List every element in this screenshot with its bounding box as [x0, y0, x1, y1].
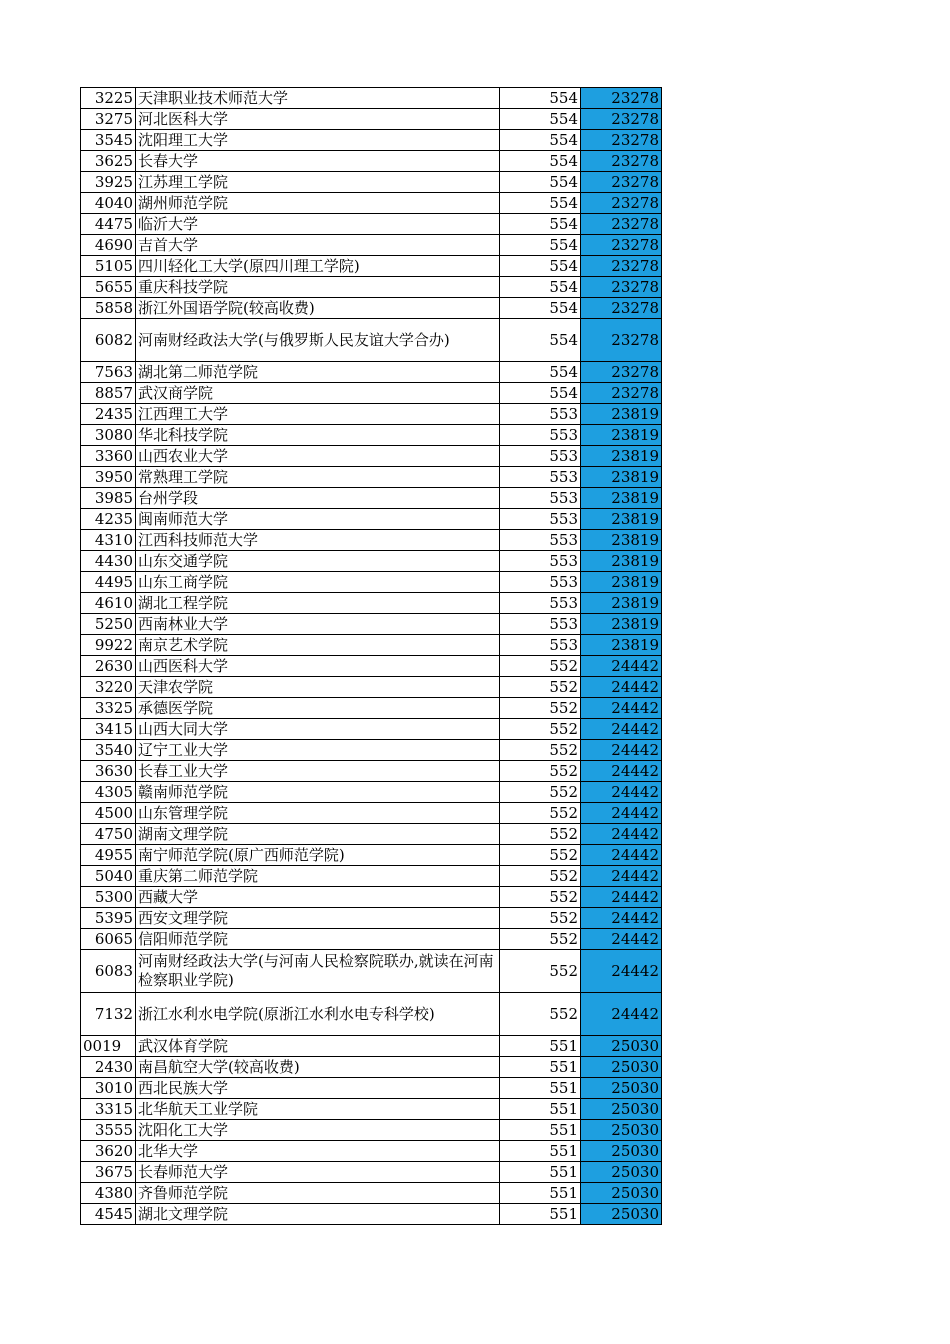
score-cell: 553 [500, 614, 581, 635]
school-name-cell: 武汉商学院 [136, 383, 500, 404]
table-row [81, 1162, 662, 1183]
school-name-cell: 西藏大学 [136, 887, 500, 908]
rank-cell: 23819 [581, 488, 662, 509]
code-cell: 4750 [81, 824, 136, 845]
rank-cell: 24442 [581, 845, 662, 866]
score-cell: 554 [500, 277, 581, 298]
code-cell: 4690 [81, 235, 136, 256]
rank-cell: 25030 [581, 1120, 662, 1141]
school-name-cell: 临沂大学 [136, 214, 500, 235]
school-name-cell: 江苏理工学院 [136, 172, 500, 193]
table-row [81, 551, 662, 572]
rank-cell: 25030 [581, 1036, 662, 1057]
code-cell: 5250 [81, 614, 136, 635]
score-cell: 551 [500, 1204, 581, 1225]
score-cell: 552 [500, 887, 581, 908]
school-name-cell: 湖北文理学院 [136, 1204, 500, 1225]
score-cell: 553 [500, 530, 581, 551]
score-cell: 553 [500, 551, 581, 572]
school-name-cell: 南昌航空大学(较高收费) [136, 1057, 500, 1078]
score-cell: 554 [500, 383, 581, 404]
school-name-cell: 湖北第二师范学院 [136, 362, 500, 383]
rank-cell: 23278 [581, 256, 662, 277]
score-cell: 552 [500, 761, 581, 782]
table-row [81, 719, 662, 740]
score-cell: 554 [500, 172, 581, 193]
table-row [81, 572, 662, 593]
school-name-cell: 山东管理学院 [136, 803, 500, 824]
rank-cell: 23278 [581, 383, 662, 404]
code-cell: 4305 [81, 782, 136, 803]
score-cell: 552 [500, 993, 581, 1036]
rank-cell: 24442 [581, 824, 662, 845]
table-row [81, 1120, 662, 1141]
rank-cell: 23278 [581, 298, 662, 319]
rank-cell: 23278 [581, 151, 662, 172]
score-cell: 552 [500, 803, 581, 824]
school-name-cell: 承德医学院 [136, 698, 500, 719]
table-row [81, 319, 662, 362]
code-cell: 4475 [81, 214, 136, 235]
rank-cell: 23819 [581, 509, 662, 530]
score-cell: 553 [500, 425, 581, 446]
school-name-cell: 北华航天工业学院 [136, 1099, 500, 1120]
rank-cell: 23278 [581, 319, 662, 362]
score-cell: 554 [500, 151, 581, 172]
rank-cell: 25030 [581, 1099, 662, 1120]
score-cell: 553 [500, 404, 581, 425]
score-cell: 552 [500, 866, 581, 887]
code-cell: 4430 [81, 551, 136, 572]
code-cell: 3675 [81, 1162, 136, 1183]
score-cell: 553 [500, 593, 581, 614]
code-cell: 3540 [81, 740, 136, 761]
table-row [81, 803, 662, 824]
score-cell: 554 [500, 193, 581, 214]
rank-cell: 25030 [581, 1141, 662, 1162]
table-row [81, 277, 662, 298]
table-row [81, 109, 662, 130]
code-cell: 2435 [81, 404, 136, 425]
table-row [81, 845, 662, 866]
table-row [81, 993, 662, 1036]
school-name-cell: 河南财经政法大学(与河南人民检察院联办,就读在河南检察职业学院) [136, 950, 500, 993]
table-row [81, 1141, 662, 1162]
score-cell: 553 [500, 446, 581, 467]
school-name-cell: 长春师范大学 [136, 1162, 500, 1183]
table-row [81, 1036, 662, 1057]
rank-cell: 23819 [581, 614, 662, 635]
table-row [81, 698, 662, 719]
score-cell: 554 [500, 298, 581, 319]
school-name-cell: 辽宁工业大学 [136, 740, 500, 761]
rank-cell: 25030 [581, 1183, 662, 1204]
school-name-cell: 重庆第二师范学院 [136, 866, 500, 887]
school-name-cell: 西北民族大学 [136, 1078, 500, 1099]
table-row [81, 1204, 662, 1225]
score-cell: 553 [500, 635, 581, 656]
code-cell: 3950 [81, 467, 136, 488]
code-cell: 3275 [81, 109, 136, 130]
rank-cell: 23819 [581, 593, 662, 614]
rank-cell: 24442 [581, 782, 662, 803]
code-cell: 3630 [81, 761, 136, 782]
code-cell: 8857 [81, 383, 136, 404]
code-cell: 7563 [81, 362, 136, 383]
school-name-cell: 齐鲁师范学院 [136, 1183, 500, 1204]
table-row [81, 950, 662, 993]
table-row [81, 298, 662, 319]
score-cell: 551 [500, 1141, 581, 1162]
school-name-cell: 山东工商学院 [136, 572, 500, 593]
school-name-cell: 江西科技师范大学 [136, 530, 500, 551]
school-name-cell: 沈阳理工大学 [136, 130, 500, 151]
code-cell: 3220 [81, 677, 136, 698]
score-cell: 551 [500, 1162, 581, 1183]
score-cell: 554 [500, 235, 581, 256]
school-name-cell: 湖北工程学院 [136, 593, 500, 614]
code-cell: 3010 [81, 1078, 136, 1099]
score-cell: 554 [500, 362, 581, 383]
school-name-cell: 西安文理学院 [136, 908, 500, 929]
rank-cell: 23278 [581, 362, 662, 383]
school-name-cell: 山西农业大学 [136, 446, 500, 467]
rank-cell: 23278 [581, 235, 662, 256]
table-row [81, 383, 662, 404]
code-cell: 6082 [81, 319, 136, 362]
rank-cell: 23278 [581, 214, 662, 235]
score-cell: 552 [500, 950, 581, 993]
rank-cell: 23819 [581, 404, 662, 425]
rank-cell: 25030 [581, 1078, 662, 1099]
code-cell: 7132 [81, 993, 136, 1036]
school-name-cell: 吉首大学 [136, 235, 500, 256]
rank-cell: 23278 [581, 277, 662, 298]
score-cell: 554 [500, 319, 581, 362]
score-cell: 552 [500, 908, 581, 929]
rank-cell: 24442 [581, 908, 662, 929]
school-name-cell: 山东交通学院 [136, 551, 500, 572]
table-row [81, 88, 662, 109]
rank-cell: 23819 [581, 572, 662, 593]
admission-table-body [81, 88, 662, 1225]
score-cell: 554 [500, 256, 581, 277]
table-row [81, 635, 662, 656]
school-name-cell: 湖州师范学院 [136, 193, 500, 214]
code-cell: 3555 [81, 1120, 136, 1141]
table-row [81, 824, 662, 845]
table-row [81, 446, 662, 467]
code-cell: 0019 [81, 1036, 136, 1057]
table-row [81, 782, 662, 803]
table-row [81, 404, 662, 425]
score-cell: 552 [500, 740, 581, 761]
table-row [81, 1057, 662, 1078]
school-name-cell: 武汉体育学院 [136, 1036, 500, 1057]
rank-cell: 25030 [581, 1204, 662, 1225]
table-row [81, 235, 662, 256]
code-cell: 3620 [81, 1141, 136, 1162]
school-name-cell: 常熟理工学院 [136, 467, 500, 488]
score-cell: 554 [500, 88, 581, 109]
school-name-cell: 华北科技学院 [136, 425, 500, 446]
school-name-cell: 南京艺术学院 [136, 635, 500, 656]
rank-cell: 23819 [581, 635, 662, 656]
school-name-cell: 山西大同大学 [136, 719, 500, 740]
rank-cell: 23278 [581, 172, 662, 193]
code-cell: 3325 [81, 698, 136, 719]
score-cell: 551 [500, 1057, 581, 1078]
rank-cell: 23819 [581, 425, 662, 446]
score-cell: 551 [500, 1120, 581, 1141]
code-cell: 3625 [81, 151, 136, 172]
rank-cell: 23278 [581, 130, 662, 151]
score-cell: 553 [500, 488, 581, 509]
school-name-cell: 信阳师范学院 [136, 929, 500, 950]
school-name-cell: 长春大学 [136, 151, 500, 172]
score-cell: 551 [500, 1036, 581, 1057]
rank-cell: 23819 [581, 530, 662, 551]
score-cell: 552 [500, 929, 581, 950]
code-cell: 4500 [81, 803, 136, 824]
table-row [81, 1099, 662, 1120]
rank-cell: 25030 [581, 1162, 662, 1183]
table-row [81, 740, 662, 761]
code-cell: 5858 [81, 298, 136, 319]
school-name-cell: 台州学段 [136, 488, 500, 509]
code-cell: 4235 [81, 509, 136, 530]
rank-cell: 23819 [581, 551, 662, 572]
table-row [81, 467, 662, 488]
score-cell: 552 [500, 782, 581, 803]
code-cell: 6065 [81, 929, 136, 950]
code-cell: 5655 [81, 277, 136, 298]
rank-cell: 23819 [581, 446, 662, 467]
score-cell: 554 [500, 130, 581, 151]
school-name-cell: 四川轻化工大学(原四川理工学院) [136, 256, 500, 277]
rank-cell: 24442 [581, 803, 662, 824]
table-row [81, 656, 662, 677]
table-row [81, 509, 662, 530]
code-cell: 2630 [81, 656, 136, 677]
code-cell: 2430 [81, 1057, 136, 1078]
score-cell: 551 [500, 1183, 581, 1204]
score-cell: 552 [500, 698, 581, 719]
school-name-cell: 湖南文理学院 [136, 824, 500, 845]
code-cell: 3225 [81, 88, 136, 109]
school-name-cell: 浙江水利水电学院(原浙江水利水电专科学校) [136, 993, 500, 1036]
table-row [81, 866, 662, 887]
admission-table [80, 87, 662, 1225]
code-cell: 3315 [81, 1099, 136, 1120]
table-row [81, 530, 662, 551]
rank-cell: 24442 [581, 993, 662, 1036]
school-name-cell: 西南林业大学 [136, 614, 500, 635]
school-name-cell: 北华大学 [136, 1141, 500, 1162]
table-row [81, 887, 662, 908]
school-name-cell: 赣南师范学院 [136, 782, 500, 803]
table-row [81, 677, 662, 698]
score-cell: 552 [500, 824, 581, 845]
school-name-cell: 闽南师范大学 [136, 509, 500, 530]
code-cell: 3925 [81, 172, 136, 193]
rank-cell: 25030 [581, 1057, 662, 1078]
school-name-cell: 天津农学院 [136, 677, 500, 698]
code-cell: 3545 [81, 130, 136, 151]
table-row [81, 362, 662, 383]
school-name-cell: 重庆科技学院 [136, 277, 500, 298]
table-row [81, 761, 662, 782]
table-row [81, 151, 662, 172]
table-row [81, 425, 662, 446]
rank-cell: 23819 [581, 467, 662, 488]
code-cell: 3080 [81, 425, 136, 446]
school-name-cell: 天津职业技术师范大学 [136, 88, 500, 109]
code-cell: 5300 [81, 887, 136, 908]
code-cell: 4955 [81, 845, 136, 866]
school-name-cell: 河北医科大学 [136, 109, 500, 130]
code-cell: 5395 [81, 908, 136, 929]
score-cell: 553 [500, 509, 581, 530]
school-name-cell: 江西理工大学 [136, 404, 500, 425]
code-cell: 5040 [81, 866, 136, 887]
code-cell: 4310 [81, 530, 136, 551]
school-name-cell: 浙江外国语学院(较高收费) [136, 298, 500, 319]
table-row [81, 593, 662, 614]
code-cell: 6083 [81, 950, 136, 993]
school-name-cell: 长春工业大学 [136, 761, 500, 782]
score-cell: 552 [500, 845, 581, 866]
school-name-cell: 河南财经政法大学(与俄罗斯人民友谊大学合办) [136, 319, 500, 362]
rank-cell: 23278 [581, 193, 662, 214]
code-cell: 4495 [81, 572, 136, 593]
code-cell: 4610 [81, 593, 136, 614]
rank-cell: 24442 [581, 740, 662, 761]
score-cell: 554 [500, 109, 581, 130]
score-cell: 552 [500, 677, 581, 698]
table-row [81, 172, 662, 193]
table-row [81, 1078, 662, 1099]
code-cell: 3985 [81, 488, 136, 509]
table-row [81, 193, 662, 214]
table-row [81, 908, 662, 929]
school-name-cell: 沈阳化工大学 [136, 1120, 500, 1141]
rank-cell: 24442 [581, 719, 662, 740]
code-cell: 3360 [81, 446, 136, 467]
rank-cell: 23278 [581, 109, 662, 130]
score-cell: 551 [500, 1078, 581, 1099]
score-cell: 554 [500, 214, 581, 235]
code-cell: 4040 [81, 193, 136, 214]
score-cell: 552 [500, 656, 581, 677]
rank-cell: 24442 [581, 698, 662, 719]
table-row [81, 929, 662, 950]
rank-cell: 24442 [581, 929, 662, 950]
rank-cell: 24442 [581, 677, 662, 698]
code-cell: 9922 [81, 635, 136, 656]
score-cell: 553 [500, 572, 581, 593]
rank-cell: 24442 [581, 887, 662, 908]
score-cell: 553 [500, 467, 581, 488]
code-cell: 3415 [81, 719, 136, 740]
rank-cell: 23278 [581, 88, 662, 109]
code-cell: 4545 [81, 1204, 136, 1225]
score-cell: 552 [500, 719, 581, 740]
code-cell: 4380 [81, 1183, 136, 1204]
table-row [81, 214, 662, 235]
table-row [81, 614, 662, 635]
rank-cell: 24442 [581, 950, 662, 993]
table-row [81, 1183, 662, 1204]
table-row [81, 256, 662, 277]
table-row [81, 130, 662, 151]
table-row [81, 488, 662, 509]
rank-cell: 24442 [581, 761, 662, 782]
school-name-cell: 山西医科大学 [136, 656, 500, 677]
school-name-cell: 南宁师范学院(原广西师范学院) [136, 845, 500, 866]
rank-cell: 24442 [581, 866, 662, 887]
rank-cell: 24442 [581, 656, 662, 677]
score-cell: 551 [500, 1099, 581, 1120]
code-cell: 5105 [81, 256, 136, 277]
